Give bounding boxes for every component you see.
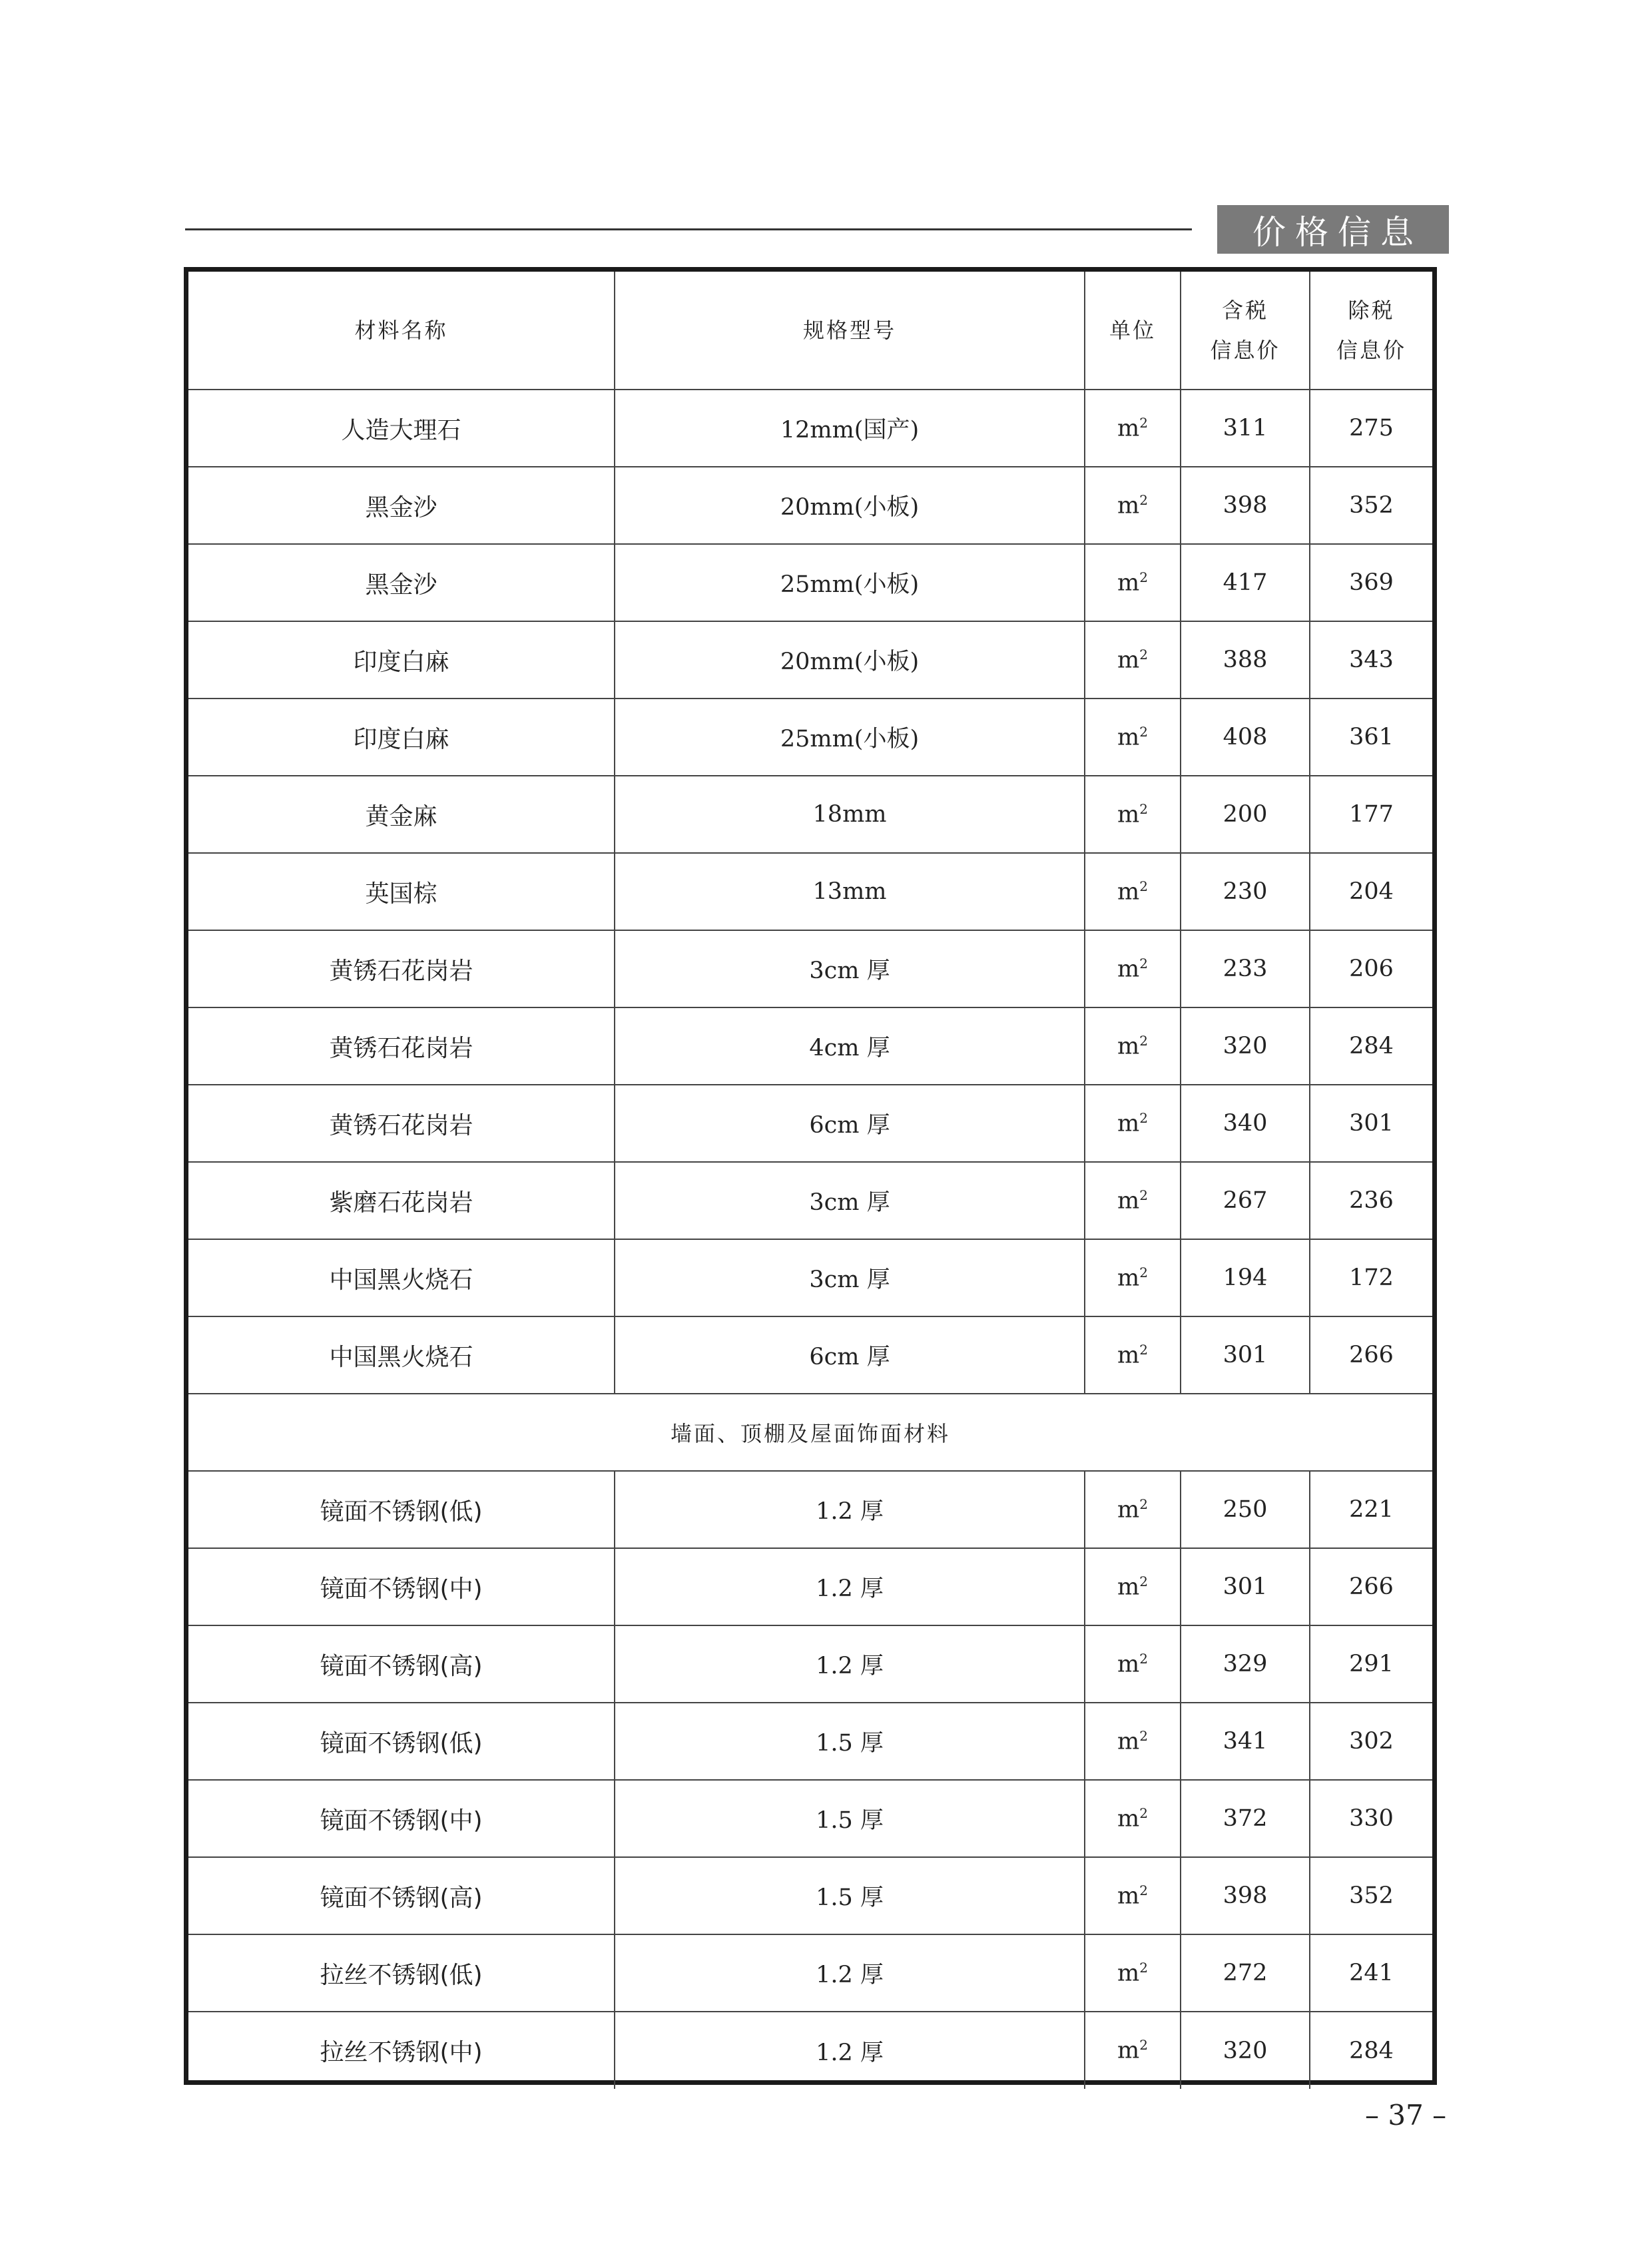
- unit-cell: [1085, 2012, 1181, 2089]
- unit-superscript: 2: [1139, 1341, 1148, 1358]
- price-notax-cell: 172: [1310, 1239, 1432, 1316]
- unit-text: m: [1117, 569, 1140, 597]
- table-row: [188, 930, 1432, 1007]
- material-name-cell: 镜面不锈钢(中): [188, 1780, 615, 1857]
- price-tax-cell: 250: [1181, 1471, 1310, 1548]
- unit-cell: [1085, 1239, 1181, 1316]
- price-notax-cell: 266: [1310, 1316, 1432, 1394]
- spec-cell: 1.5 厚: [615, 1780, 1085, 1857]
- unit-text: m: [1117, 647, 1140, 674]
- price-notax-cell: 206: [1310, 930, 1432, 1007]
- price-notax-cell: 352: [1310, 467, 1432, 544]
- material-name-cell: 印度白麻: [188, 621, 615, 699]
- material-name-cell: 英国棕: [188, 853, 615, 930]
- spec-cell: 1.2 厚: [615, 1934, 1085, 2012]
- spec-cell: 1.5 厚: [615, 1703, 1085, 1780]
- price-tax-cell: 301: [1181, 1548, 1310, 1625]
- section-badge: 价格信息: [1217, 205, 1449, 254]
- unit-superscript: 2: [1139, 878, 1148, 894]
- price-tax-cell: 372: [1181, 1780, 1310, 1857]
- unit-superscript: 2: [1139, 1727, 1148, 1744]
- material-name-cell: 黑金沙: [188, 467, 615, 544]
- price-tax-cell: 200: [1181, 776, 1310, 853]
- price-tax-cell: 340: [1181, 1085, 1310, 1162]
- unit-text: m: [1117, 1882, 1140, 1910]
- table-row: [188, 1780, 1432, 1857]
- col-header-price-notax: [1310, 272, 1432, 390]
- unit-text: m: [1117, 2037, 1140, 2064]
- unit-text: m: [1117, 724, 1140, 751]
- price-tax-cell: 417: [1181, 544, 1310, 621]
- price-notax-cell: 330: [1310, 1780, 1432, 1857]
- price-notax-cell: 241: [1310, 1934, 1432, 2012]
- unit-text: m: [1117, 956, 1140, 983]
- unit-text: m: [1117, 1033, 1140, 1060]
- spec-cell: 1.2 厚: [615, 2012, 1085, 2089]
- unit-text: m: [1117, 1496, 1140, 1524]
- material-name-cell: 黑金沙: [188, 544, 615, 621]
- unit-text: m: [1117, 1110, 1140, 1137]
- unit-superscript: 2: [1139, 1032, 1148, 1049]
- section-title: 墙面、顶棚及屋面饰面材料: [188, 1394, 1432, 1471]
- price-tax-cell: 233: [1181, 930, 1310, 1007]
- spec-cell: 1.2 厚: [615, 1625, 1085, 1703]
- spec-cell: 25mm(小板): [615, 699, 1085, 776]
- unit-superscript: 2: [1139, 1264, 1148, 1280]
- price-notax-cell: 291: [1310, 1625, 1432, 1703]
- price-tax-cell: 194: [1181, 1239, 1310, 1316]
- price-notax-cell: 266: [1310, 1548, 1432, 1625]
- material-name-cell: 中国黑火烧石: [188, 1316, 615, 1394]
- spec-cell: 1.2 厚: [615, 1471, 1085, 1548]
- unit-cell: [1085, 776, 1181, 853]
- material-name-cell: 镜面不锈钢(低): [188, 1703, 615, 1780]
- price-table: [188, 272, 1432, 2089]
- unit-superscript: 2: [1139, 646, 1148, 663]
- price-tax-cell: 398: [1181, 467, 1310, 544]
- spec-cell: 25mm(小板): [615, 544, 1085, 621]
- spec-cell: 12mm(国产): [615, 390, 1085, 467]
- unit-superscript: 2: [1139, 569, 1148, 585]
- unit-cell: [1085, 1703, 1181, 1780]
- table-row: [188, 699, 1432, 776]
- unit-text: m: [1117, 878, 1140, 906]
- price-notax-cell: 352: [1310, 1857, 1432, 1934]
- unit-superscript: 2: [1139, 1882, 1148, 1898]
- material-name-cell: 镜面不锈钢(中): [188, 1548, 615, 1625]
- price-notax-cell: 284: [1310, 1007, 1432, 1085]
- table-row: [188, 1548, 1432, 1625]
- unit-cell: [1085, 1316, 1181, 1394]
- col-header-price-tax-line2: 信息价: [1210, 338, 1280, 363]
- unit-cell: [1085, 544, 1181, 621]
- unit-cell: [1085, 853, 1181, 930]
- unit-cell: [1085, 699, 1181, 776]
- spec-cell: 3cm 厚: [615, 930, 1085, 1007]
- price-tax-cell: 311: [1181, 390, 1310, 467]
- unit-superscript: 2: [1139, 955, 1148, 972]
- unit-superscript: 2: [1139, 2037, 1148, 2054]
- header-rule: [185, 228, 1192, 230]
- price-tax-cell: 230: [1181, 853, 1310, 930]
- unit-superscript: 2: [1139, 491, 1148, 508]
- material-name-cell: 黄锈石花岗岩: [188, 1085, 615, 1162]
- table-row: [188, 1239, 1432, 1316]
- price-notax-cell: 236: [1310, 1162, 1432, 1239]
- price-notax-cell: 302: [1310, 1703, 1432, 1780]
- table-row: [188, 1007, 1432, 1085]
- table-row: [188, 1085, 1432, 1162]
- price-tax-cell: 320: [1181, 2012, 1310, 2089]
- table-row: [188, 776, 1432, 853]
- spec-cell: 1.2 厚: [615, 1548, 1085, 1625]
- material-name-cell: 黄金麻: [188, 776, 615, 853]
- unit-cell: [1085, 1548, 1181, 1625]
- price-notax-cell: 343: [1310, 621, 1432, 699]
- spec-cell: 4cm 厚: [615, 1007, 1085, 1085]
- price-tax-cell: 398: [1181, 1857, 1310, 1934]
- material-name-cell: 镜面不锈钢(低): [188, 1471, 615, 1548]
- unit-text: m: [1117, 1960, 1140, 1987]
- spec-cell: 13mm: [615, 853, 1085, 930]
- unit-cell: [1085, 1857, 1181, 1934]
- unit-text: m: [1117, 1265, 1140, 1292]
- unit-text: m: [1117, 801, 1140, 828]
- material-name-cell: 拉丝不锈钢(中): [188, 2012, 615, 2089]
- unit-superscript: 2: [1139, 800, 1148, 817]
- table-row: [188, 2012, 1432, 2089]
- spec-cell: 18mm: [615, 776, 1085, 853]
- unit-cell: [1085, 1625, 1181, 1703]
- unit-superscript: 2: [1139, 1496, 1148, 1512]
- price-notax-cell: 369: [1310, 544, 1432, 621]
- price-notax-cell: 301: [1310, 1085, 1432, 1162]
- material-name-cell: 镜面不锈钢(高): [188, 1857, 615, 1934]
- unit-text: m: [1117, 492, 1140, 519]
- unit-cell: [1085, 1162, 1181, 1239]
- unit-cell: [1085, 621, 1181, 699]
- unit-superscript: 2: [1139, 1573, 1148, 1589]
- material-name-cell: 镜面不锈钢(高): [188, 1625, 615, 1703]
- price-notax-cell: 177: [1310, 776, 1432, 853]
- price-notax-cell: 275: [1310, 390, 1432, 467]
- unit-cell: [1085, 467, 1181, 544]
- spec-cell: 20mm(小板): [615, 621, 1085, 699]
- unit-text: m: [1117, 1342, 1140, 1369]
- unit-text: m: [1117, 1728, 1140, 1755]
- col-header-spec: 规格型号: [615, 272, 1085, 390]
- col-header-unit: 单位: [1085, 272, 1181, 390]
- material-name-cell: 黄锈石花岗岩: [188, 930, 615, 1007]
- table-row: [188, 1857, 1432, 1934]
- price-notax-cell: 361: [1310, 699, 1432, 776]
- spec-cell: 3cm 厚: [615, 1239, 1085, 1316]
- price-tax-cell: 320: [1181, 1007, 1310, 1085]
- unit-superscript: 2: [1139, 1650, 1148, 1667]
- table-row: [188, 1934, 1432, 2012]
- table-row: [188, 1162, 1432, 1239]
- price-table-frame: [184, 267, 1437, 2085]
- spec-cell: 6cm 厚: [615, 1085, 1085, 1162]
- table-row: [188, 1316, 1432, 1394]
- spec-cell: 6cm 厚: [615, 1316, 1085, 1394]
- price-tax-cell: 301: [1181, 1316, 1310, 1394]
- material-name-cell: 黄锈石花岗岩: [188, 1007, 615, 1085]
- price-tax-cell: 408: [1181, 699, 1310, 776]
- col-header-price-tax-line1: 含税: [1221, 298, 1268, 323]
- unit-superscript: 2: [1139, 723, 1148, 740]
- table-row: [188, 467, 1432, 544]
- unit-text: m: [1117, 1805, 1140, 1833]
- material-name-cell: 拉丝不锈钢(低): [188, 1934, 615, 2012]
- price-tax-cell: 388: [1181, 621, 1310, 699]
- col-header-price-notax-line2: 信息价: [1336, 338, 1406, 363]
- price-tax-cell: 329: [1181, 1625, 1310, 1703]
- unit-text: m: [1117, 1651, 1140, 1678]
- unit-cell: [1085, 1780, 1181, 1857]
- table-row: [188, 621, 1432, 699]
- price-notax-cell: 284: [1310, 2012, 1432, 2089]
- price-notax-cell: 221: [1310, 1471, 1432, 1548]
- table-row: [188, 544, 1432, 621]
- price-tax-cell: 341: [1181, 1703, 1310, 1780]
- table-row: [188, 1625, 1432, 1703]
- col-header-price-tax: [1181, 272, 1310, 390]
- unit-text: m: [1117, 415, 1140, 442]
- unit-superscript: 2: [1139, 1959, 1148, 1976]
- price-tax-cell: 272: [1181, 1934, 1310, 2012]
- col-header-name: 材料名称: [188, 272, 615, 390]
- unit-superscript: 2: [1139, 1109, 1148, 1126]
- unit-superscript: 2: [1139, 1187, 1148, 1203]
- spec-cell: 3cm 厚: [615, 1162, 1085, 1239]
- page-number: – 37 –: [1365, 2099, 1447, 2131]
- material-name-cell: 紫磨石花岗岩: [188, 1162, 615, 1239]
- table-row: [188, 853, 1432, 930]
- table-row: [188, 390, 1432, 467]
- unit-cell: [1085, 1934, 1181, 2012]
- table-body: [188, 390, 1432, 2089]
- unit-superscript: 2: [1139, 414, 1148, 431]
- material-name-cell: 人造大理石: [188, 390, 615, 467]
- unit-cell: [1085, 390, 1181, 467]
- table-row: [188, 1471, 1432, 1548]
- unit-cell: [1085, 1085, 1181, 1162]
- unit-text: m: [1117, 1187, 1140, 1215]
- table-row: [188, 1703, 1432, 1780]
- unit-cell: [1085, 930, 1181, 1007]
- unit-cell: [1085, 1007, 1181, 1085]
- unit-text: m: [1117, 1573, 1140, 1601]
- col-header-price-notax-line1: 除税: [1348, 298, 1395, 323]
- spec-cell: 20mm(小板): [615, 467, 1085, 544]
- table-header-row: [188, 272, 1432, 390]
- unit-superscript: 2: [1139, 1805, 1148, 1821]
- material-name-cell: 中国黑火烧石: [188, 1239, 615, 1316]
- section-row: [188, 1394, 1432, 1471]
- price-tax-cell: 267: [1181, 1162, 1310, 1239]
- price-notax-cell: 204: [1310, 853, 1432, 930]
- material-name-cell: 印度白麻: [188, 699, 615, 776]
- unit-cell: [1085, 1471, 1181, 1548]
- spec-cell: 1.5 厚: [615, 1857, 1085, 1934]
